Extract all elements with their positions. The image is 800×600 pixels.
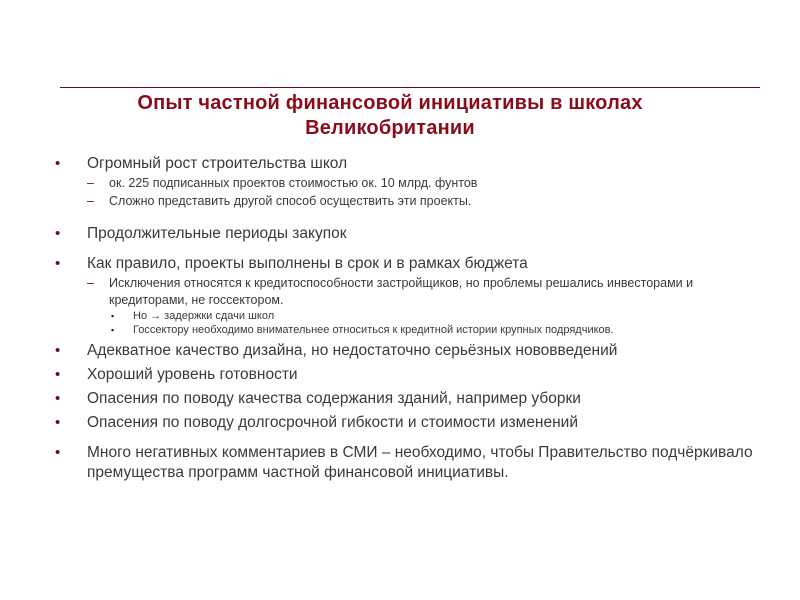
list-item: [111, 309, 775, 323]
list-item-text: Продолжительные периоды закупок: [87, 225, 347, 242]
square-bullet-icon: ▪: [111, 325, 115, 335]
bullet-icon: •: [55, 414, 61, 431]
list-item-text: Исключения относятся к кредитоспособности застройщиков, но проблемы решались инвесторами и кредиторами, не госсектором.: [109, 276, 694, 307]
list-item-text: Как правило, проекты выполнены в срок и в рамках бюджета: [87, 255, 528, 272]
list-item: [55, 224, 775, 244]
bullet-icon: •: [55, 390, 61, 407]
list-item-text: Огромный рост строительства школ: [87, 155, 348, 172]
dash-icon: –: [87, 194, 94, 208]
list-item: [87, 193, 775, 210]
list-item: [87, 275, 775, 309]
bullet-icon: •: [55, 155, 61, 172]
list-item-text: ок. 225 подписанных проектов стоимостью ок. 10 млрд. фунтов: [109, 176, 478, 190]
bullet-icon: •: [55, 225, 61, 242]
list-item-text: Опасения по поводу долгосрочной гибкости и стоимости изменений: [87, 414, 578, 431]
list-item-text: Госсектору необходимо внимательнее относиться к кредитной истории крупных подрядчиков.: [133, 324, 614, 336]
title-rule: [60, 87, 760, 88]
list-item-text: Много негативных комментариев в СМИ – необходимо, чтобы Правительство подчёркивало премущества программ частной финансовой инициативы.: [87, 444, 753, 481]
bullet-icon: •: [55, 366, 61, 383]
list-item: [55, 365, 775, 385]
list-item: [55, 443, 775, 483]
dash-icon: –: [87, 176, 94, 190]
slide-title: Опыт частной финансовой инициативы в школах Великобритании: [137, 92, 643, 139]
list-item: [55, 341, 775, 361]
list-item: [111, 323, 775, 337]
bullet-icon: •: [55, 342, 61, 359]
bullet-icon: •: [55, 444, 61, 461]
list-item-text: Адекватное качество дизайна, но недостаточно серьёзных нововведений: [87, 342, 618, 359]
list-item: [87, 175, 775, 192]
bullet-list: [55, 150, 775, 483]
list-item: [55, 413, 775, 433]
list-item: [55, 254, 775, 274]
dash-icon: –: [87, 276, 94, 290]
list-item-text: Сложно представить другой способ осуществить эти проекты.: [109, 194, 472, 208]
square-bullet-icon: ▪: [111, 311, 115, 321]
list-item: [55, 154, 775, 174]
list-item-text: Но → задержки сдачи школ: [133, 310, 275, 322]
list-item-text: Опасения по поводу качества содержания зданий, например уборки: [87, 390, 581, 407]
list-item: [55, 389, 775, 409]
bullet-icon: •: [55, 255, 61, 272]
list-item-text: Хороший уровень готовности: [87, 366, 298, 383]
